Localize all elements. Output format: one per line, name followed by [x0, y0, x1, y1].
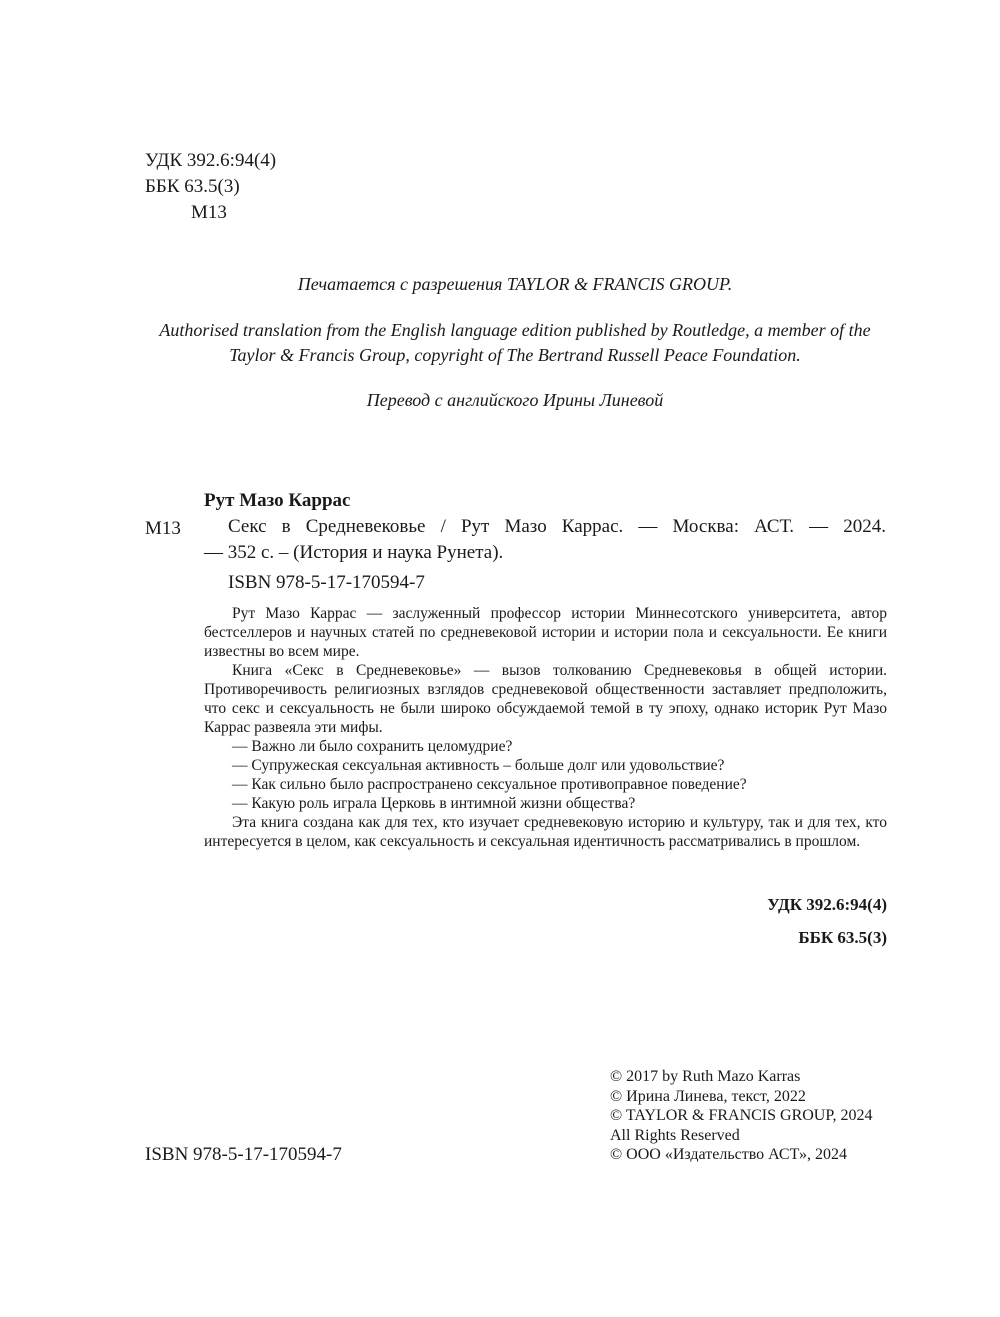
translation-note-line-2: Taylor & Francis Group, copyright of The Bertrand Russell Peace Foundation.	[229, 345, 801, 365]
catalog-isbn: ISBN 978-5-17-170594-7	[228, 572, 425, 593]
udk-code-top: УДК 392.6:94(4)	[145, 150, 277, 171]
annotation-question: — Супружеская сексуальная активность – больше долг или удовольствие?	[232, 757, 725, 774]
catalog-margin-mark: М13	[145, 518, 181, 539]
annotation-paragraph: Эта книга создана как для тех, кто изучает средневековую историю и культуру, так и для тех, кто интересуется в целом, как сексуальность и сексуальная идентичность рассматривались в прошлом.	[204, 814, 887, 850]
copyright-block	[610, 1067, 872, 1165]
translation-note	[100, 318, 930, 368]
translation-note-line-1: Authorised translation from the English language edition published by Routledge, a member of the	[159, 320, 871, 340]
bbk-code-top: ББК 63.5(3)	[145, 176, 240, 197]
copyright-line: © TAYLOR & FRANCIS GROUP, 2024	[610, 1107, 873, 1124]
copyright-line: All Rights Reserved	[610, 1126, 740, 1144]
annotation	[204, 604, 887, 851]
author-mark-top: М13	[191, 202, 227, 223]
copyright-line: © 2017 by Ruth Mazo Karras	[610, 1068, 801, 1085]
isbn-footer: ISBN 978-5-17-170594-7	[145, 1144, 342, 1165]
udk-code-bottom: УДК 392.6:94(4)	[767, 895, 887, 914]
annotation-question: — Как сильно было распространено сексуальное противоправное поведение?	[232, 776, 747, 793]
annotation-question: — Какую роль играла Церковь в интимной жизни общества?	[232, 795, 636, 812]
annotation-paragraph: Книга «Секс в Средневековье» — вызов толкованию Средневековья в общей истории. Противоречивость религиозных взглядов средневековой общественности заставляет предположить, что секс и сексуальность не были широко обсуждаемой темой в ту эпоху, однако историк Рут Мазо Каррас развеяла эти мифы.	[204, 662, 887, 736]
bbk-code-bottom: ББК 63.5(3)	[798, 928, 887, 947]
catalog-author: Рут Мазо Каррас	[204, 490, 351, 511]
copyright-line: © Ирина Линева, текст, 2022	[610, 1087, 806, 1105]
catalog-title-line-1: Секс в Средневековье / Рут Мазо Каррас. — Москва: АСТ. — 2024.	[228, 516, 886, 537]
annotation-paragraph: Рут Мазо Каррас — заслуженный профессор истории Миннесотского университета, автор бестселлеров и научных статей по средневековой истории и истории пола и сексуальности. Ее книги известны во всем мире.	[204, 605, 887, 660]
copyright-line: © ООО «Издательство АСТ», 2024	[610, 1146, 847, 1163]
catalog-title-line-2: — 352 с. – (История и наука Рунета).	[204, 542, 504, 563]
translator-note: Перевод с английского Ирины Линевой	[366, 390, 664, 410]
annotation-question: — Важно ли было сохранить целомудрие?	[232, 738, 513, 755]
permission-note: Печатается с разрешения TAYLOR & FRANCIS GROUP.	[297, 274, 733, 294]
